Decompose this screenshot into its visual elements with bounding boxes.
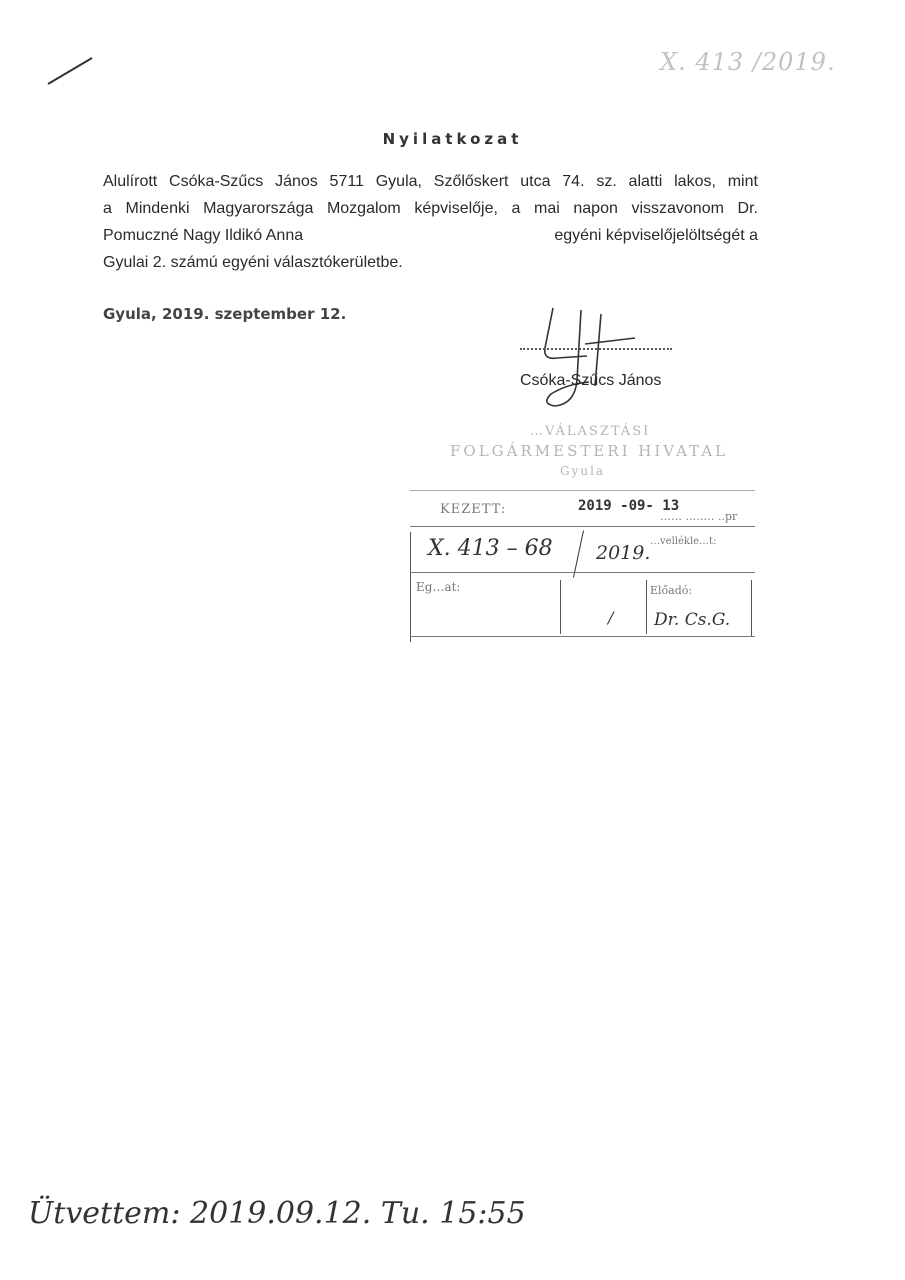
stamp-left-border bbox=[410, 532, 411, 642]
signatory-name: Csóka-Szűcs János bbox=[520, 372, 662, 389]
word: sz. bbox=[596, 173, 617, 190]
word: a bbox=[511, 200, 521, 217]
stamp-column-divider bbox=[560, 580, 561, 634]
statement-line-2 bbox=[103, 195, 758, 222]
word: 5711 bbox=[329, 173, 364, 190]
stamp-attachment-label: …vellékle…t: bbox=[650, 536, 717, 547]
stamp-received-label: KEZETT: bbox=[440, 502, 507, 517]
word: Gyula, bbox=[375, 173, 422, 190]
word: Szőlőskert bbox=[433, 173, 509, 190]
stamp-right-border bbox=[751, 580, 752, 636]
stamp-received-suffix: …… ..…… ..pr bbox=[660, 510, 738, 523]
word: Csóka-Szűcs bbox=[169, 173, 264, 190]
stamp-divider bbox=[410, 526, 755, 527]
stamp-org-line-2: FOLGÁRMESTERI HIVATAL bbox=[450, 442, 729, 460]
stamp-divider bbox=[410, 572, 755, 573]
stamp-file-year: 2019. bbox=[596, 542, 651, 564]
signature-dotted-line bbox=[520, 348, 672, 350]
stamp-org-line-1: …VÁLASZTÁSI bbox=[530, 424, 651, 439]
stamp-divider bbox=[410, 490, 755, 491]
place-date-line: Gyula, 2019. szeptember 12. bbox=[103, 305, 347, 323]
word: képviselője, bbox=[414, 200, 498, 217]
word: napon bbox=[573, 200, 618, 217]
word: Gyulai 2. számú egyéni választókerületbe. bbox=[103, 254, 403, 271]
stamp-handwritten-tick: / bbox=[608, 608, 614, 627]
word: Mozgalom bbox=[326, 200, 401, 217]
word: lakos, bbox=[674, 173, 716, 190]
word: 74. bbox=[562, 173, 585, 190]
handwritten-stroke-mark bbox=[40, 52, 100, 92]
receipt-handwritten-note: Ütvettem: 2019.09.12. Tu. 15:55 bbox=[28, 1196, 526, 1231]
stamp-file-number: X. 413 – 68 bbox=[428, 536, 553, 561]
word: visszavonom bbox=[631, 200, 724, 217]
word: mint bbox=[727, 173, 758, 190]
statement-line-3 bbox=[103, 222, 758, 249]
stamp-handwritten-slash bbox=[573, 530, 584, 577]
stamp-org-line-3: Gyula bbox=[560, 464, 606, 478]
stamp-divider bbox=[410, 636, 755, 637]
statement-line-1 bbox=[103, 168, 758, 195]
statement-line-4 bbox=[103, 249, 758, 276]
document-title: Nyilatkozat bbox=[382, 130, 523, 148]
word: mai bbox=[534, 200, 560, 217]
candidate-name: Pomuczné Nagy Ildikó Anna bbox=[103, 227, 304, 244]
handwritten-signature bbox=[525, 300, 685, 415]
word: utca bbox=[520, 173, 551, 190]
stamp-column-divider bbox=[646, 580, 647, 634]
stamp-clerk-label: Előadó: bbox=[650, 584, 693, 597]
word: Mindenki bbox=[125, 200, 190, 217]
word: Magyarországa bbox=[203, 200, 314, 217]
registry-stamp bbox=[410, 412, 755, 640]
word: egyéni képviselőjelöltségét a bbox=[554, 227, 758, 244]
stamp-clerk-signature: Dr. Cs.G. bbox=[654, 610, 731, 630]
word: János bbox=[275, 173, 318, 190]
statement-body bbox=[103, 168, 758, 276]
stamp-copy-label: Eg…at: bbox=[416, 580, 461, 594]
word: Alulírott bbox=[103, 173, 158, 190]
word: alatti bbox=[628, 173, 663, 190]
word: Dr. bbox=[737, 200, 758, 217]
word: a bbox=[103, 200, 112, 217]
stamp-received-date: 2019 -09- 13 bbox=[578, 498, 680, 514]
file-reference-handwritten: X. 413 /2019. bbox=[660, 48, 836, 76]
